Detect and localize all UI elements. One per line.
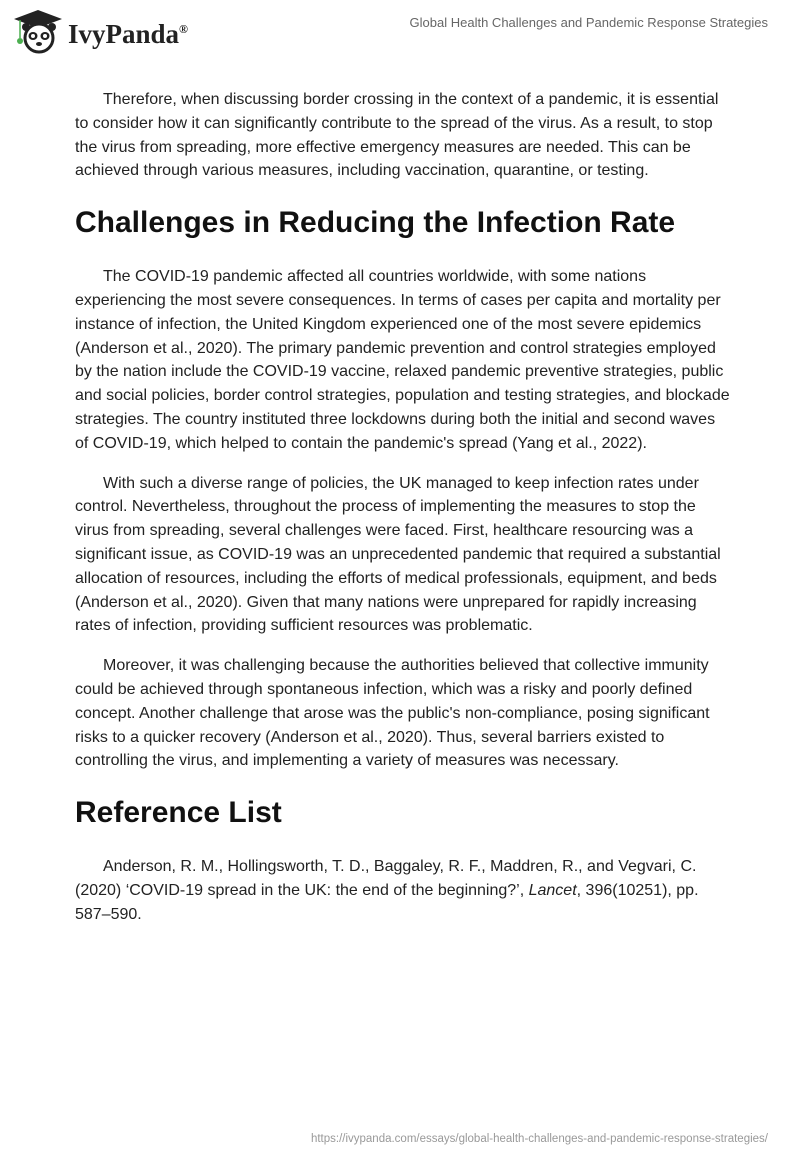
source-url[interactable]: https://ivypanda.com/essays/global-health-challenges-and-pandemic-response-strategies/ <box>310 1133 768 1145</box>
panda-graduate-icon <box>12 8 64 54</box>
paragraph: Therefore, when discussing border crossing in the context of a pandemic, it is essential to consider how it can significantly contribute to the spread of the virus. As a result, to stop the virus from spreading, more effective emergency measures are needed. This can be achieved through various measures, including vaccination, quarantine, or testing. <box>75 91 719 180</box>
ivypanda-logo[interactable] <box>12 8 188 54</box>
paragraph: With such a diverse range of policies, the UK managed to keep infection rates under control. Nevertheless, throughout the process of implementing the measures to stop the virus from spreading, several challenges were faced. First, healthcare resourcing was a significant issue, as COVID-19 was an unprecedented pandemic that required a substantial allocation of resources, including the efforts of medical professionals, equipment, and beds (Anderson et al., 2020). Given that many nations were unprepared for rapidly increasing rates of infection, providing sufficient resources was problematic. <box>75 474 721 635</box>
logo-text: IvyPanda® <box>68 18 189 49</box>
document-title: Global Health Challenges and Pandemic Response Strategies <box>409 15 768 30</box>
page-header <box>0 0 800 60</box>
reference-entry: Anderson, R. M., Hollingsworth, T. D., Baggaley, R. F., Maddren, R., and Vegvari, C. (2020) ‘COVID-19 spread in the UK: the end of the beginning?’, Lancet, 396(10251), pp. 587–590. <box>75 858 699 923</box>
paragraph: Moreover, it was challenging because the authorities believed that collective immunity could be achieved through spontaneous infection, which was a risky and poorly defined concept. Another challenge that arose was the public's non-compliance, posing significant risks to a quicker recovery (Anderson et al., 2020). Thus, several barriers existed to controlling the virus, and implementing a variety of measures was necessary. <box>75 657 710 770</box>
paragraph: The COVID-19 pandemic affected all countries worldwide, with some nations experiencing the most severe consequences. In terms of cases per capita and mortality per instance of infection, the United Kingdom experienced one of the most severe epidemics (Anderson et al., 2020). The primary pandemic prevention and control strategies employed by the nation include the COVID-19 vaccine, relaxed pandemic preventive strategies, public and social policies, border control strategies, population and testing strategies, and blockade strategies. The country instituted three lockdowns during both the initial and second waves of COVID-19, which helped to contain the pandemic's spread (Yang et al., 2022). <box>75 268 730 452</box>
section-heading: Challenges in Reducing the Infection Rate <box>75 206 676 240</box>
essay-content <box>75 88 730 943</box>
reference-list-heading: Reference List <box>75 796 282 830</box>
